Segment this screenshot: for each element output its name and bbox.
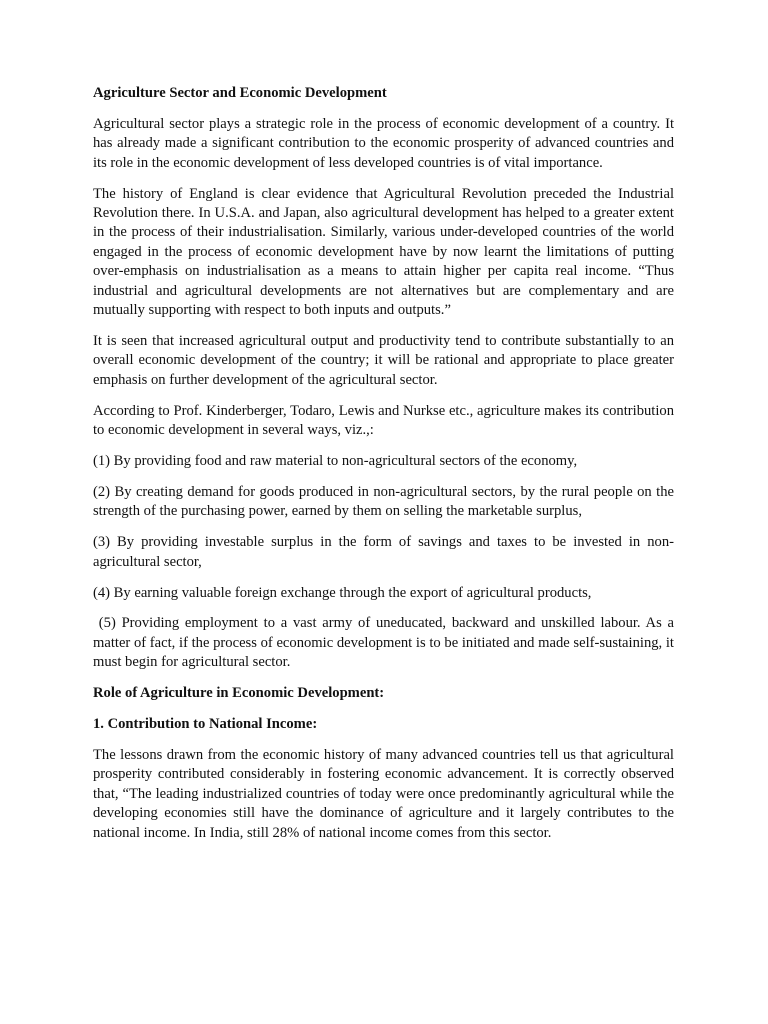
contribution-item-5: (5) Providing employment to a vast army of uneducated, backward and unskilled labour. As a matter of fact, if the process of economic development is to be initiated and made self-sustaining, it must begin for agricultural sector. bbox=[93, 615, 674, 671]
contribution-item-1: (1) By providing food and raw material to non-agricultural sectors of the economy, bbox=[93, 453, 578, 469]
contribution-item-3: (3) By providing investable surplus in the form of savings and taxes to be invested in non-agricultural sector, bbox=[93, 534, 674, 570]
intro-paragraph-2: The history of England is clear evidence that Agricultural Revolution preceded the Industrial Revolution there. In U.S.A. and Japan, also agricultural development has helped to a greater extent in the process of their industrialisation. Similarly, various under-developed countries of the world engaged in the process of economic development have by now learnt the limitations of putting over-emphasis on industrialisation as a means to attain higher per capita real income. “Thus industrial and agricultural developments are not alternatives but are complementary and are mutually supporting with respect to both inputs and outputs.” bbox=[93, 185, 674, 319]
subsection-heading: 1. Contribution to National Income: bbox=[93, 716, 318, 733]
intro-paragraph-3: It is seen that increased agricultural output and productivity tend to contribute substantially to an overall economic development of the country; it will be rational and appropriate to place greater emphasis on further development of the agricultural sector. bbox=[93, 332, 674, 388]
section-heading: Role of Agriculture in Economic Development: bbox=[93, 685, 385, 702]
intro-paragraph-4: According to Prof. Kinderberger, Todaro, Lewis and Nurkse etc., agriculture makes its contribution to economic development in several ways, viz.,: bbox=[93, 402, 674, 439]
document-page bbox=[93, 84, 674, 855]
contribution-item-2: (2) By creating demand for goods produced in non-agricultural sectors, by the rural people on the strength of the purchasing power, earned by them on selling the marketable surplus, bbox=[93, 483, 674, 520]
intro-paragraph-1: Agricultural sector plays a strategic role in the process of economic development of a country. It has already made a significant contribution to the economic prosperity of advanced countries and its role in the economic development of less developed countries is of vital importance. bbox=[93, 115, 674, 171]
subsection-paragraph: The lessons drawn from the economic history of many advanced countries tell us that agricultural prosperity contributed considerably in fostering economic advancement. It is correctly observed that, “The leading industrialized countries of today were once predominantly agricultural while the developing economies still have the dominance of agriculture and it largely contributes to the national income. In India, still 28% of national income comes from this sector. bbox=[93, 746, 674, 841]
contribution-item-5-wrapper bbox=[93, 614, 674, 672]
contribution-item-4: (4) By earning valuable foreign exchange through the export of agricultural products, bbox=[93, 584, 592, 601]
document-title: Agriculture Sector and Economic Development bbox=[93, 85, 387, 101]
